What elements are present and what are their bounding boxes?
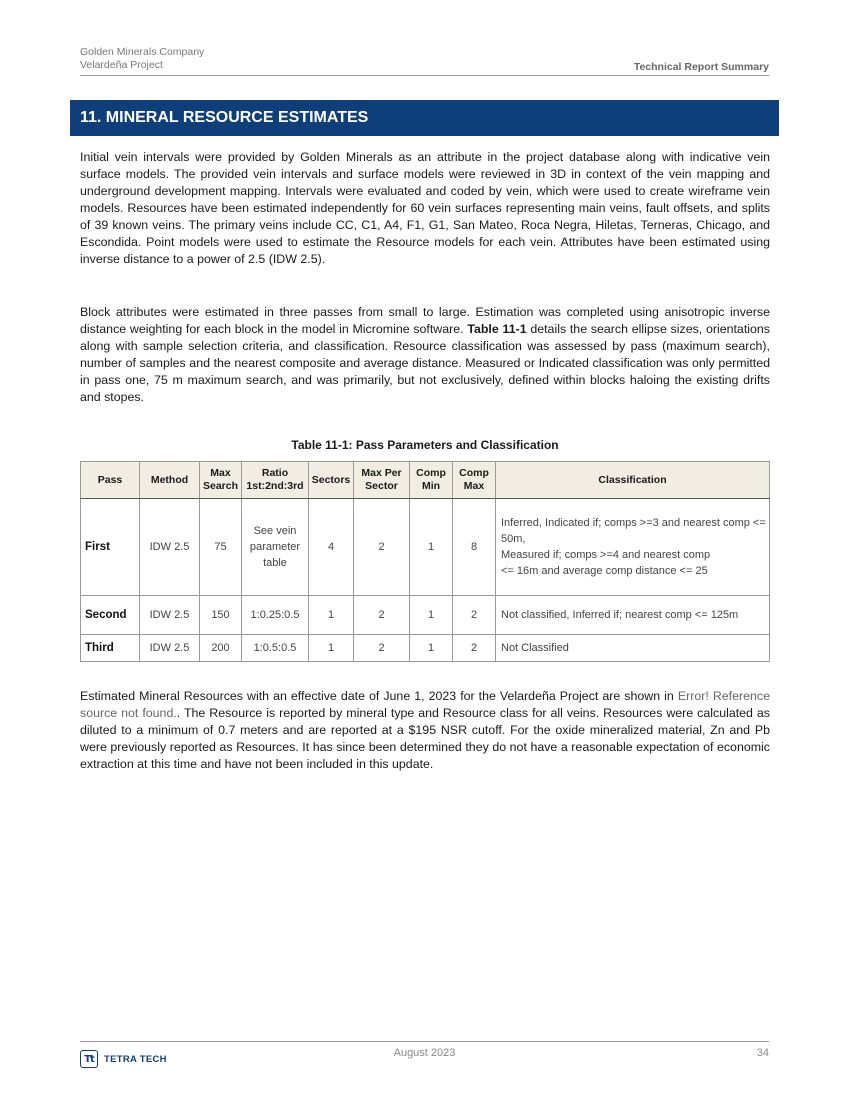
broken-reference: Error! Reference source not found. — [80, 689, 770, 720]
cell-comp-max: 8 — [453, 499, 496, 596]
cell-sectors: 1 — [309, 596, 354, 635]
paragraph-text: details the search ellipse sizes, orientations along with sample selection criteria, and classification. Resource classification was assessed by pass (maximum search), number of samples and the nearest composite and average distance. Measured or Indicated classification was only permitted in pass one, 75 m maximum search, and was primarily, but not exclusively, defined within blocks haloing the existing drifts and stopes. — [80, 322, 770, 404]
cell-comp-min: 1 — [410, 635, 453, 662]
header-sectors: Sectors — [309, 462, 354, 499]
cell-ratio: See vein parameter table — [242, 499, 309, 596]
cell-method: IDW 2.5 — [140, 635, 200, 662]
header-max-search: Max Search — [200, 462, 242, 499]
paragraph-text: Estimated Mineral Resources with an effective date of June 1, 2023 for the Velardeña Project are shown in — [80, 689, 678, 703]
table-row — [81, 499, 770, 596]
cell-max-search: 200 — [200, 635, 242, 662]
header-divider — [80, 75, 769, 76]
cell-method: IDW 2.5 — [140, 596, 200, 635]
header-max-per-sector: Max Per Sector — [354, 462, 410, 499]
cell-max-per-sector: 2 — [354, 635, 410, 662]
company-name: Golden Minerals Company — [80, 46, 205, 58]
header-ratio: Ratio 1st:2nd:3rd — [242, 462, 309, 499]
cell-max-search: 150 — [200, 596, 242, 635]
cell-pass: First — [81, 499, 140, 596]
table-caption: Table 11-1: Pass Parameters and Classification — [291, 438, 559, 452]
page-number: 34 — [756, 1047, 769, 1059]
header-pass: Pass — [81, 462, 140, 499]
report-type: Technical Report Summary — [633, 61, 769, 73]
cell-max-per-sector: 2 — [354, 499, 410, 596]
footer-date: August 2023 — [393, 1047, 456, 1059]
table-reference-link[interactable]: Table 11-1 — [467, 322, 527, 336]
cell-comp-min: 1 — [410, 596, 453, 635]
header-comp-min: Comp Min — [410, 462, 453, 499]
cell-classification: Inferred, Indicated if; comps >=3 and nearest comp <= 50m, Measured if; comps >=4 and nearest comp <= 16m and average comp distance <= 25 — [496, 499, 770, 596]
cell-pass: Third — [81, 635, 140, 662]
cell-max-per-sector: 2 — [354, 596, 410, 635]
cell-classification: Not Classified — [496, 635, 770, 662]
cell-comp-max: 2 — [453, 596, 496, 635]
header-method: Method — [140, 462, 200, 499]
header-classification: Classification — [496, 462, 770, 499]
paragraph-text: . The Resource is reported by mineral type and Resource class for all veins. Resources were calculated as diluted to a minimum of 0.7 meters and are reported at a $195 NSR cutoff. For the oxide mineralized material, Zn and Pb were previously reported as Resources. It has since been determined they do not have a reasonable expectation of economic extraction at this time and have not been included in this update. — [80, 706, 770, 771]
paragraph-block-attributes — [80, 304, 770, 406]
cell-sectors: 4 — [309, 499, 354, 596]
cell-classification: Not classified, Inferred if; nearest comp <= 125m — [496, 596, 770, 635]
table-row — [81, 596, 770, 635]
project-name: Velardeña Project — [80, 59, 163, 71]
paragraph-resources — [80, 688, 770, 773]
paragraph-text: Block attributes were estimated in three passes from small to large. Estimation was completed using anisotropic inverse distance weighting for each block in the model in Micromine software. — [80, 305, 770, 336]
running-header — [80, 46, 204, 72]
cell-comp-min: 1 — [410, 499, 453, 596]
cell-ratio: 1:0.25:0.5 — [242, 596, 309, 635]
cell-ratio: 1:0.5:0.5 — [242, 635, 309, 662]
header-comp-max: Comp Max — [453, 462, 496, 499]
pass-parameters-table — [80, 461, 770, 662]
section-heading: 11. MINERAL RESOURCE ESTIMATES — [70, 100, 779, 136]
logo-text: TETRA TECH — [104, 1053, 167, 1065]
footer-divider — [80, 1041, 769, 1042]
cell-max-search: 75 — [200, 499, 242, 596]
cell-method: IDW 2.5 — [140, 499, 200, 596]
cell-comp-max: 2 — [453, 635, 496, 662]
tt-logo-icon: Tt — [80, 1050, 98, 1068]
cell-sectors: 1 — [309, 635, 354, 662]
table-header-row — [81, 462, 770, 499]
paragraph-vein-intervals: Initial vein intervals were provided by Golden Minerals as an attribute in the project database along with indicative vein surface models. The provided vein intervals and surface models were reviewed in 3D in context of the vein mapping and underground development mapping. Intervals were evaluated and coded by vein, which were used to create wireframe vein models. Resources have been estimated independently for 60 vein surfaces representing main veins, fault offsets, and splits of 39 known veins. The primary veins include CC, C1, A4, F1, G1, San Mateo, Roca Negra, Hiletas, Terneras, Chicago, and Escondida. Point models were used to estimate the Resource models for each vein. Attributes have been estimated using inverse distance to a power of 2.5 (IDW 2.5). — [80, 150, 770, 266]
cell-pass: Second — [81, 596, 140, 635]
table-row — [81, 635, 770, 662]
